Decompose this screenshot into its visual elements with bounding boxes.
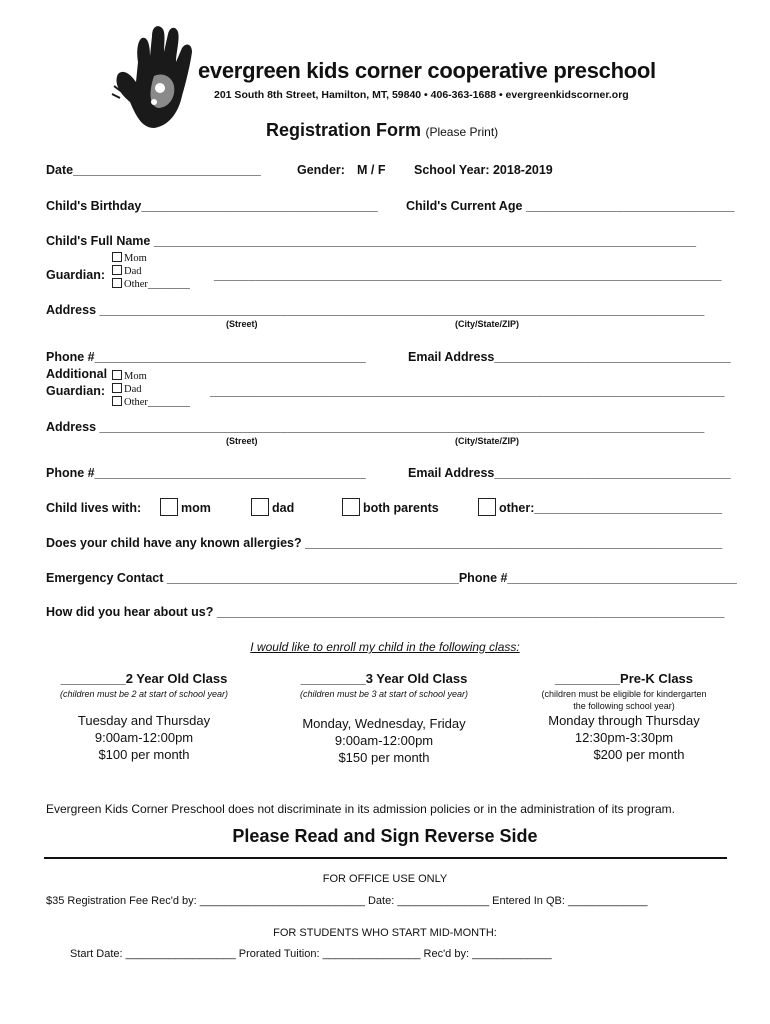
handprint-logo [108, 22, 208, 134]
divider [44, 857, 727, 859]
class-2yr-note: (children must be 2 at start of school year) [59, 689, 229, 699]
read-sign-heading: Please Read and Sign Reverse Side [232, 826, 538, 846]
additional-mom-label: Mom [124, 371, 147, 382]
form-title [266, 120, 498, 141]
gender-label: Gender: [297, 163, 345, 177]
emergency-contact-field[interactable]: Emergency Contact __________________________________________Phone #_________________________________ [46, 571, 737, 585]
child-birthday-field[interactable]: Child's Birthday__________________________________ [46, 199, 378, 213]
additional-dad-checkbox[interactable] [112, 383, 142, 395]
nondiscrimination-statement: Evergreen Kids Corner Preschool does not discriminate in its admission policies or in the administration of its program. [46, 802, 675, 816]
class-3yr-title[interactable] [282, 671, 486, 686]
date-field[interactable]: Date___________________________ [46, 163, 261, 177]
registration-fee-line[interactable]: $35 Registration Fee Rec'd by: ___________________________ Date: _______________ Entered In QB: _____________ [46, 895, 648, 907]
additional-guardian-label-1: Additional [46, 367, 108, 381]
class-2yr-days: Tuesday and Thursday [77, 713, 211, 728]
class-3yr-title-text: _________3 Year Old Class [300, 671, 468, 686]
enroll-heading: I would like to enroll my child in the following class: [250, 640, 520, 654]
class-prek-days: Monday through Thursday [548, 713, 700, 728]
additional-other-checkbox[interactable] [112, 396, 190, 408]
class-3yr [282, 671, 486, 765]
class-prek-title-text: _________Pre-K Class [554, 671, 694, 686]
lives-with-other-checkbox[interactable] [478, 498, 722, 516]
phone2-field[interactable]: Phone #_______________________________________ [46, 466, 366, 480]
guardian-dad-label: Dad [124, 266, 142, 277]
gender-options[interactable]: M / F [357, 163, 386, 177]
guardian-other-label: Other________ [124, 279, 190, 290]
street-caption: (Street) [226, 319, 258, 329]
lives-with-mom-label: mom [181, 501, 211, 515]
lives-with-both-checkbox[interactable] [342, 498, 439, 516]
allergies-field[interactable]: Does your child have any known allergies? ____________________________________________________________ [46, 536, 723, 550]
lives-with-mom-checkbox[interactable] [160, 498, 211, 516]
midmonth-heading: FOR STUDENTS WHO START MID-MONTH: [273, 927, 497, 939]
class-3yr-price: $150 per month [338, 750, 430, 765]
additional-mom-checkbox[interactable] [112, 370, 147, 382]
class-2yr [42, 671, 246, 762]
city2-caption: (City/State/ZIP) [455, 436, 520, 446]
class-2yr-title[interactable] [42, 671, 246, 686]
street2-caption: (Street) [226, 436, 258, 446]
office-heading: FOR OFFICE USE ONLY [322, 873, 448, 885]
lives-with-other-label: other:___________________________ [499, 501, 723, 515]
class-prek-time: 12:30pm-3:30pm [574, 730, 674, 745]
class-prek-price: $200 per month [593, 747, 685, 762]
class-3yr-days: Monday, Wednesday, Friday [302, 716, 466, 731]
class-prek-note2: the following school year) [573, 701, 675, 711]
lives-with-both-label: both parents [363, 501, 439, 515]
guardian-label: Guardian: [46, 268, 106, 282]
guardian-other-checkbox[interactable] [112, 278, 190, 290]
child-age-field[interactable]: Child's Current Age ______________________________ [406, 199, 735, 213]
email-field[interactable]: Email Address__________________________________ [408, 350, 731, 364]
midmonth-line[interactable]: Start Date: __________________ Prorated Tuition: ________________ Rec'd by: _____________ [70, 948, 552, 960]
child-name-field[interactable]: Child's Full Name ______________________________________________________________________________ [46, 234, 697, 248]
class-3yr-note: (children must be 3 at start of school year) [299, 689, 469, 699]
hear-about-field[interactable]: How did you hear about us? _________________________________________________________________________ [46, 605, 725, 619]
class-2yr-price: $100 per month [98, 747, 190, 762]
class-prek-note: (children must be eligible for kindergarten [541, 689, 707, 699]
city-caption: (City/State/ZIP) [455, 319, 520, 329]
phone-field[interactable]: Phone #_______________________________________ [46, 350, 366, 364]
school-address: 201 South 8th Street, Hamilton, MT, 59840 • 406-363-1688 • evergreenkidscorner.org [214, 89, 629, 101]
guardian-mom-label: Mom [124, 253, 147, 264]
guardian-mom-checkbox[interactable] [112, 252, 147, 264]
class-prek [522, 671, 726, 762]
class-2yr-title-text: _________2 Year Old Class [60, 671, 228, 686]
class-prek-title[interactable] [522, 671, 726, 686]
class-3yr-time: 9:00am-12:00pm [334, 733, 434, 748]
school-year: School Year: 2018-2019 [414, 163, 553, 177]
email2-field[interactable]: Email Address__________________________________ [408, 466, 731, 480]
guardian-dad-checkbox[interactable] [112, 265, 142, 277]
school-name: evergreen kids corner cooperative preschool [198, 58, 656, 83]
lives-with-label: Child lives with: [46, 501, 142, 515]
lives-with-dad-checkbox[interactable] [251, 498, 294, 516]
additional-guardian-label-2: Guardian: [46, 384, 106, 398]
class-2yr-time: 9:00am-12:00pm [94, 730, 194, 745]
additional-dad-label: Dad [124, 384, 142, 395]
additional-guardian-name-field[interactable]: __________________________________________________________________________ [210, 384, 725, 398]
form-title-text: Registration Form [266, 120, 422, 140]
guardian-name-field[interactable]: _________________________________________________________________________ [214, 268, 722, 282]
form-title-note: (Please Print) [425, 125, 499, 139]
address2-field[interactable]: Address _______________________________________________________________________________________ [46, 420, 705, 434]
address-field[interactable]: Address _______________________________________________________________________________________ [46, 303, 705, 317]
additional-other-label: Other________ [124, 397, 190, 408]
lives-with-dad-label: dad [272, 501, 295, 515]
